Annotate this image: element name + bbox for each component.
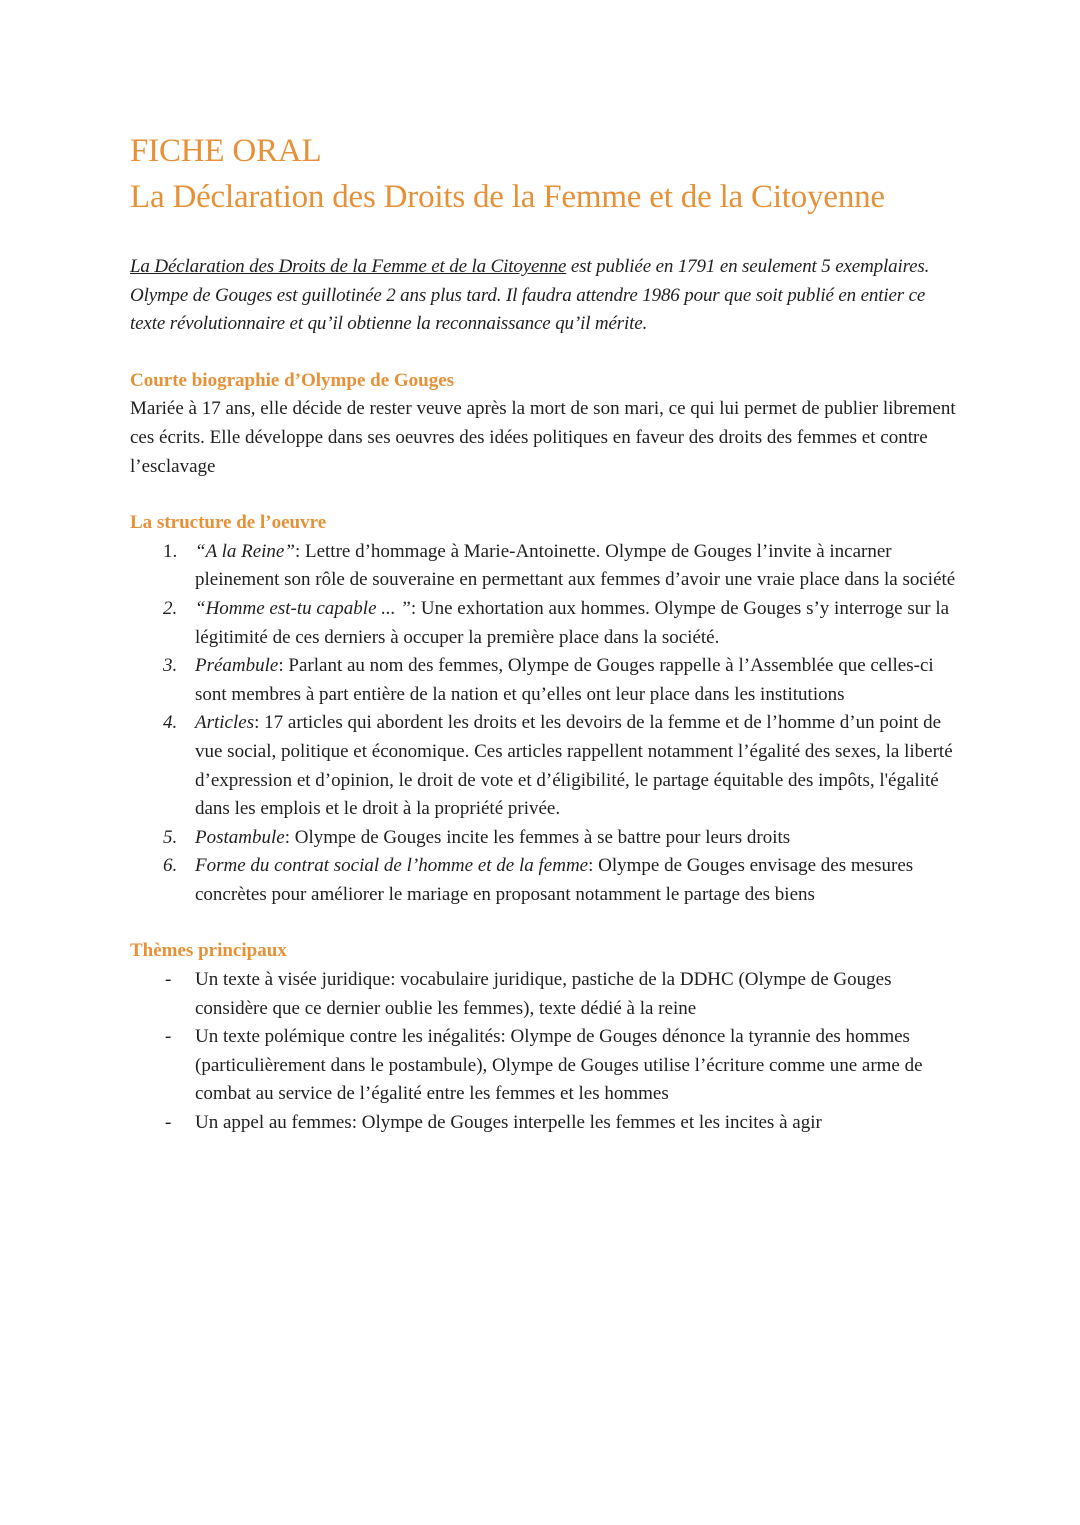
list-text: : Olympe de Gouges envisage des mesures concrètes pour améliorer le mariage en proposant notamment le partage des biens: [195, 855, 914, 905]
bullet-dash: -: [165, 969, 172, 991]
document-page: [130, 128, 960, 1138]
list-item: [130, 966, 960, 1023]
title-line-1: FICHE ORAL: [130, 133, 322, 169]
list-text: : Parlant au nom des femmes, Olympe de Gouges rappelle à l’Assemblée que celles-ci sont membres à part entière de la nation et qu’elles ont leur place dans les institutions: [195, 655, 934, 705]
bullet-dash: -: [165, 1112, 172, 1134]
list-item: [130, 538, 960, 595]
list-number: 2.: [163, 597, 178, 619]
list-number: 3.: [163, 655, 178, 677]
list-item: [130, 709, 960, 823]
list-number: 6.: [163, 855, 178, 877]
structure-heading: La structure de l’oeuvre: [130, 512, 327, 534]
list-text: : 17 articles qui abordent les droits et les devoirs de la femme et de l’homme d’un point de vue social, politique et économique. Ces articles rappellent notamment l’égalité des sexes, la liberté d’expression et d’opinion, le droit de vote et d’éligibilité, le partage équitable des impôts, l'égalité dans les emplois et le droit à la propriété privée.: [195, 712, 953, 820]
list-text: Un texte polémique contre les inégalités: Olympe de Gouges dénonce la tyrannie des hommes (particulièrement dans le postambule), Olympe de Gouges utilise l’écriture comme une arme de combat au service de l’égalité entre les femmes et les hommes: [195, 1026, 923, 1105]
list-item: [130, 852, 960, 909]
list-number: 4.: [163, 712, 178, 734]
list-text: : Lettre d’hommage à Marie-Antoinette. Olympe de Gouges l’invite à incarner pleinement son rôle de souveraine en permettant aux femmes d’avoir une vraie place dans la société: [195, 540, 956, 591]
list-text: : Une exhortation aux hommes. Olympe de Gouges s’y interroge sur la légitimité de ces derniers à occuper la première place dans la société.: [195, 597, 950, 648]
intro-title-reference: La Déclaration des Droits de la Femme et de la Citoyenne: [130, 256, 567, 277]
list-item: [130, 1023, 960, 1109]
list-term: “Homme est-tu capable ... ”: [195, 597, 411, 619]
list-item: [130, 824, 960, 853]
biography-heading: Courte biographie d’Olympe de Gouges: [130, 369, 455, 391]
list-term: “A la Reine”: [195, 540, 295, 562]
list-number: 1.: [163, 540, 178, 562]
list-term: Forme du contrat social de l’homme et de la femme: [195, 855, 589, 877]
biography-text: Mariée à 17 ans, elle décide de rester veuve après la mort de son mari, ce qui lui permet de publier librement ces écrits. Elle développe dans ses oeuvres des idées politiques en faveur des droits des femmes et contre l’esclavage: [130, 398, 956, 477]
list-term: Postambule: [195, 826, 285, 848]
title-line-2: La Déclaration des Droits de la Femme et de la Citoyenne: [130, 179, 885, 215]
page-title: [130, 128, 960, 220]
list-number: 5.: [163, 826, 178, 848]
intro-paragraph: [130, 253, 960, 339]
bullet-dash: -: [165, 1026, 172, 1048]
list-item: [130, 595, 960, 652]
intro-text: est publiée en 1791 en seulement 5 exemplaires. Olympe de Gouges est guillotinée 2 ans plus tard. Il faudra attendre 1986 pour que soit publié en entier ce texte révolutionnaire et qu’il obtienne la reconnaissance qu’il mérite.: [130, 256, 930, 335]
structure-list: [130, 538, 960, 910]
list-term: Articles: [195, 712, 255, 734]
list-text: Un appel au femmes: Olympe de Gouges interpelle les femmes et les incites à agir: [195, 1112, 822, 1134]
list-item: [130, 1109, 960, 1138]
list-text: Un texte à visée juridique: vocabulaire juridique, pastiche de la DDHC (Olympe de Gouges considère que ce dernier oublie les femmes), texte dédié à la reine: [195, 969, 892, 1019]
themes-heading: Thèmes principaux: [130, 940, 287, 962]
list-text: : Olympe de Gouges incite les femmes à se battre pour leurs droits: [284, 826, 791, 848]
list-term: Préambule: [195, 655, 279, 677]
themes-list: [130, 966, 960, 1138]
list-item: [130, 652, 960, 709]
